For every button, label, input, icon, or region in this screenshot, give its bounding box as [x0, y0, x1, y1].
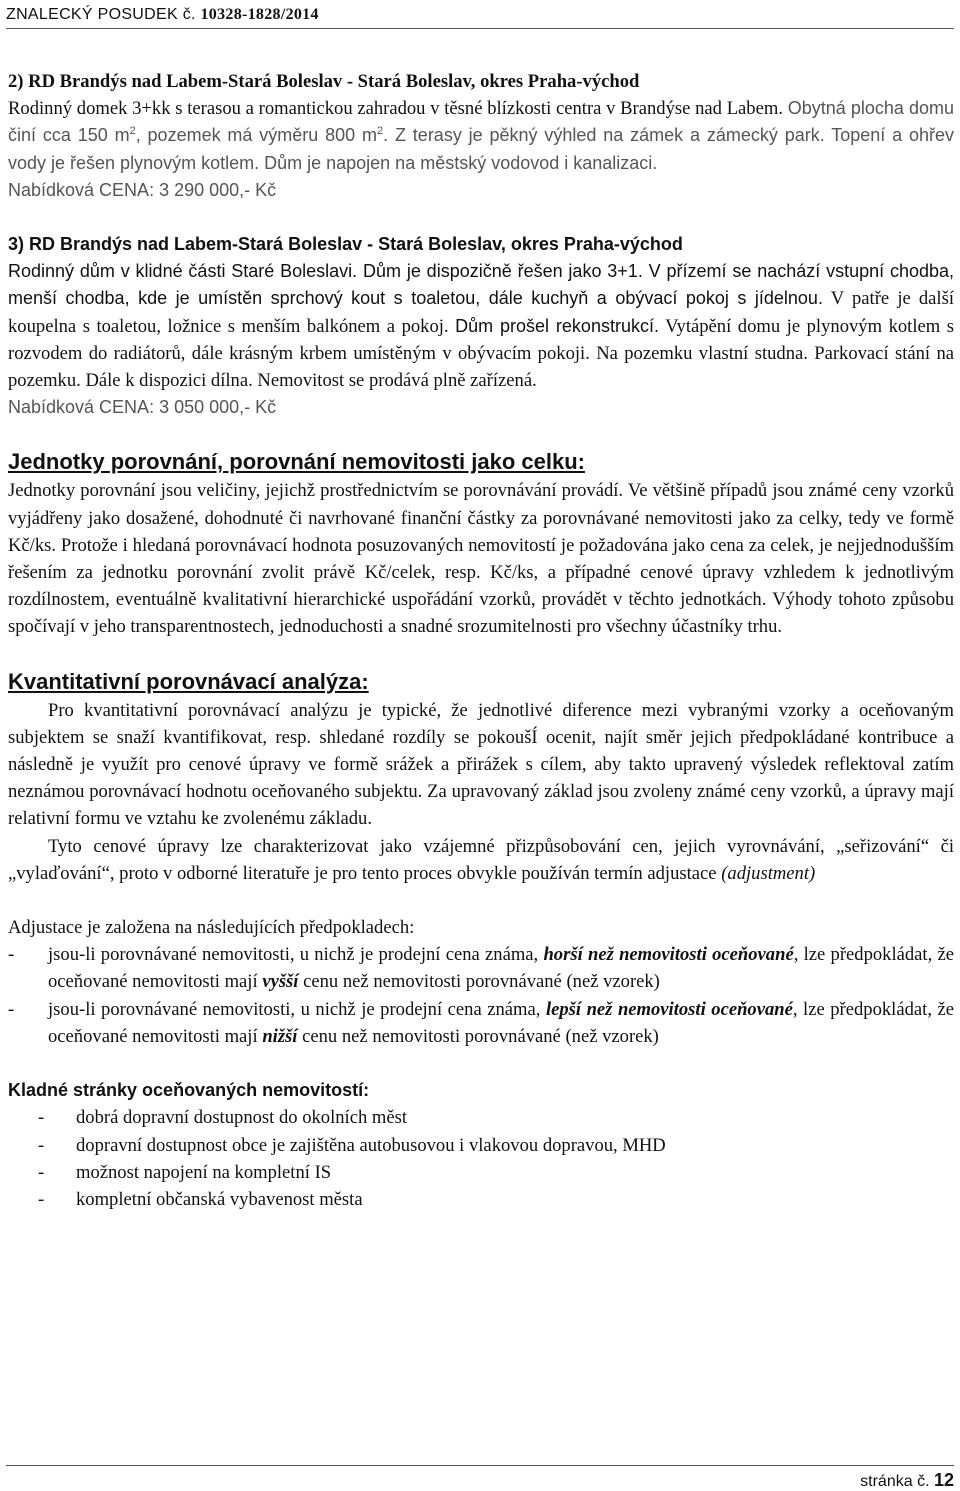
listing-3: [8, 231, 954, 421]
adjust-1-e: cenu než nemovitosti porovnávané (než vzorek): [303, 971, 660, 993]
page-header: [6, 2, 954, 29]
page-footer: [6, 1465, 954, 1491]
adjust-item-1: [8, 941, 954, 995]
quant-para2-text: Tyto cenové úpravy lze charakterizovat jako vzájemné přizpůsobování cen, jejich vyrovnávání, „seřizování“ či „vylaďování“, proto v odborné literatuře je pro tento proces obvykle používán termín adjustace: [8, 835, 954, 884]
dash: -: [38, 1188, 45, 1210]
adjust-1-d: vyšší: [262, 971, 299, 993]
adjust-item-2: [8, 996, 954, 1050]
listing-2-description: [8, 95, 954, 177]
positive-text: kompletní občanská vybavenost města: [76, 1188, 363, 1210]
units-heading: Jednotky porovnání, porovnání nemovitosti jako celku:: [8, 449, 585, 475]
listing-2-line1: Rodinný domek 3+kk s terasou a romantickou zahradou v těsné blízkosti centra v Brandýse nad Labem.: [8, 98, 783, 120]
positives-heading: Kladné stránky oceňovaných nemovitostí:: [8, 1080, 370, 1101]
dash: -: [38, 1107, 45, 1129]
positive-item: [8, 1186, 954, 1213]
listing-2: [8, 68, 954, 204]
listing-3-text-b: V patře je další koupelna s toaletou, ložnice s menším balkónem a pokoj.: [8, 288, 954, 337]
adjust-2-e: cenu než nemovitosti porovnávané (než vzorek): [302, 1025, 659, 1047]
units-paragraph: Jednotky porovnání jsou veličiny, jejichž prostřednictvím se porovnávání provádí. Ve většině případů jsou známé ceny vzorků vyjádřeny jako dosažené, dohodnuté či navrhované finanční částky za porovnávané nemovitosti jako za celky, tedy ve formě Kč/ks. Protože i hledaná porovnávací hodnota posuzovaných nemovitostí je požadována jako cena za celek, je nejjednodušším řešením za jednotku porovnání zvolit právě Kč/celek, resp. Kč/ks, a případné cenové úpravy vzhledem k jednotlivým rozdílnostem, eventuálně kvalitativní hierarchické uspořádání vzorků, provádět v těchto jednotkách. Výhody tohoto způsobu spočívají v jeho transparentnostech, jednoduchosti a snadné srozumitelnosti pro všechny účastníky trhu.: [8, 480, 954, 638]
quant-paragraph-1: Pro kvantitativní porovnávací analýzu je typické, že jednotlivé diference mezi vybranými vzorky a oceňovaným subjektem se snaží kvantifikovat, resp. shledané rozdíly se pokoušÍ ocenit, najít směr jejich předpokládané kontribuce a následně je využít pro cenové úpravy ve formě srážek a přirážek s cílem, aby takto upravený výsledek reflektoval zatím neznámou porovnávací hodnotu oceňovaného subjektu. Za upravovaný základ jsou zvoleny známé ceny vzorků, a úpravy mají relativní formu ve vztahu ke zvolenému základu.: [8, 699, 954, 830]
report-number: 10328-1828/2014: [200, 6, 319, 23]
listing-3-price: Nabídková CENA: 3 050 000,- Kč: [8, 397, 277, 418]
listing-3-text-d: Vytápění domu je plynovým kotlem s rozvodem do radiátorů, dále krásným krbem umístěným v obývacím pokoji. Na pozemku vlastní studna. Parkovací stání na pozemku. Dále k dispozici dílna. Nemovitost se prodává plně zařízená.: [8, 315, 954, 392]
lot-text: , pozemek má výměru 800 m: [135, 125, 377, 146]
listing-2-price: Nabídková CENA: 3 290 000,- Kč: [8, 179, 277, 200]
dash: -: [8, 944, 15, 966]
listing-2-heading: 2) RD Brandýs nad Labem-Stará Boleslav - Stará Boleslav, okres Praha-východ: [8, 71, 640, 92]
listing-3-heading: 3) RD Brandýs nad Labem-Stará Boleslav - Stará Boleslav, okres Praha-východ: [8, 234, 683, 255]
adjust-2-d: nižší: [262, 1025, 298, 1047]
positive-text: dobrá dopravní dostupnost do okolních měst: [76, 1107, 408, 1129]
dash: -: [38, 1161, 45, 1183]
positive-text: možnost napojení na kompletní IS: [76, 1161, 332, 1183]
listing-3-text-a: Rodinný dům v klidné části Staré Boleslavi. Dům je dispozičně řešen jako 3+1. V přízemí se nachází vstupní chodba, menší chodba, kde je umístěn sprchový kout s toaletou, dále kuchyň a obývací pokoj s jídelnou.: [8, 261, 954, 309]
area-text: Obytná plocha domu činí cca 150 m: [8, 98, 955, 146]
adjust-intro: Adjustace je založena na následujících předpokladech:: [8, 917, 415, 939]
adjust-1-a: jsou-li porovnávané nemovitosti, u nichž je prodejní cena známa,: [48, 944, 539, 966]
adjust-1-b: horší než nemovitosti oceňované: [543, 944, 794, 966]
page-label: stránka č.: [860, 1473, 930, 1490]
positive-item: [8, 1104, 954, 1131]
positive-item: [8, 1132, 954, 1159]
page-number: 12: [933, 1470, 954, 1490]
positive-item: [8, 1159, 954, 1186]
quant-paragraph-2: [8, 833, 954, 887]
quant-para2-italic: (adjustment): [721, 862, 816, 884]
dash: -: [38, 1134, 45, 1156]
sup-2: 2: [377, 125, 384, 138]
sup-1: 2: [129, 125, 136, 138]
adjust-2-c: , lze předpokládat, že oceňované nemovitosti mají: [48, 998, 955, 1047]
listing-3-text-c: Dům prošel rekonstrukcí.: [455, 315, 659, 336]
adjust-2-b: lepší než nemovitosti oceňované: [545, 998, 793, 1020]
adjust-list: [8, 941, 954, 1050]
adjust-2-a: jsou-li porovnávané nemovitosti, u nichž je prodejní cena známa,: [48, 998, 541, 1020]
dash: -: [8, 998, 15, 1020]
positives-list: [8, 1104, 954, 1213]
quant-heading: Kvantitativní porovnávací analýza:: [8, 668, 369, 694]
adjust-1-c: , lze předpokládat, že oceňované nemovitosti mají: [48, 944, 954, 993]
terrace-text: . Z terasy je pěkný výhled na zámek a zámecký park. Topení a ohřev vody je řešen plynovým kotlem. Dům je napojen na městský vodovod i kanalizaci.: [8, 125, 954, 173]
page-content: [8, 68, 954, 1213]
listing-3-description: [8, 258, 954, 394]
positive-text: dopravní dostupnost obce je zajištěna autobusovou i vlakovou dopravou, MHD: [76, 1134, 666, 1156]
report-title: ZNALECKÝ POSUDEK č.: [6, 6, 196, 23]
